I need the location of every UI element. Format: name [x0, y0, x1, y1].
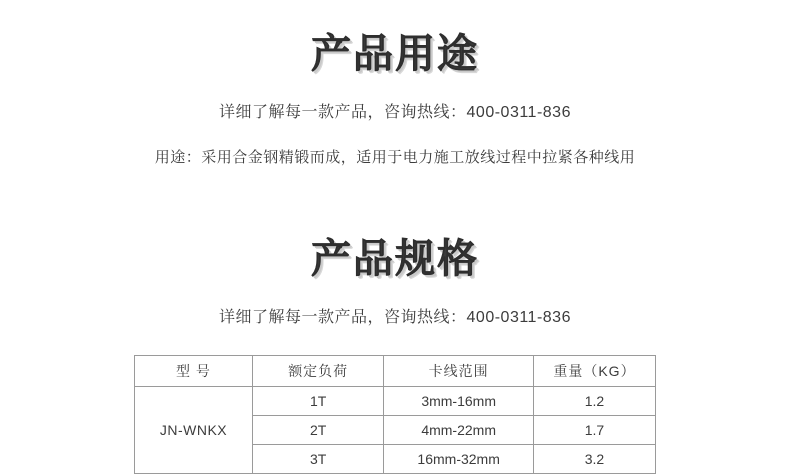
cell-range-value: 16mm-32mm: [384, 445, 534, 474]
column-header-model: 型 号: [135, 356, 253, 387]
spec-table-body: [135, 387, 656, 474]
cell-load-value: 1T: [252, 387, 383, 416]
cell-model-value: JN-WNKX: [135, 387, 253, 474]
cell-weight-value: 1.7: [533, 416, 655, 445]
spec-section-heading: 产品规格: [311, 236, 479, 282]
spec-table-wrapper: [0, 355, 790, 474]
spec-hotline-subtitle: 详细了解每一款产品，咨询热线：400-0311-836: [219, 309, 571, 326]
cell-weight-value: 1.2: [533, 387, 655, 416]
column-header-range: 卡线范围: [384, 356, 534, 387]
spec-table-head: [135, 356, 656, 387]
cell-load-value: 3T: [252, 445, 383, 474]
table-header-row: [135, 356, 656, 387]
spec-section: [0, 213, 790, 474]
column-header-weight: 重量（KG）: [533, 356, 655, 387]
cell-load-value: 2T: [252, 416, 383, 445]
column-header-load: 额定负荷: [252, 356, 383, 387]
table-row: [135, 387, 656, 416]
section-spacer: [0, 167, 790, 213]
usage-hotline-subtitle: 详细了解每一款产品，咨询热线：400-0311-836: [219, 104, 571, 121]
spec-table: [134, 355, 656, 474]
usage-description: 用途：采用合金钢精锻而成，适用于电力施工放线过程中拉紧各种线用: [154, 149, 636, 166]
usage-section: [0, 0, 790, 167]
cell-range-value: 4mm-22mm: [384, 416, 534, 445]
table-spacer: [0, 327, 790, 355]
usage-section-heading: 产品用途: [311, 31, 479, 77]
cell-weight-value: 3.2: [533, 445, 655, 474]
cell-range-value: 3mm-16mm: [384, 387, 534, 416]
